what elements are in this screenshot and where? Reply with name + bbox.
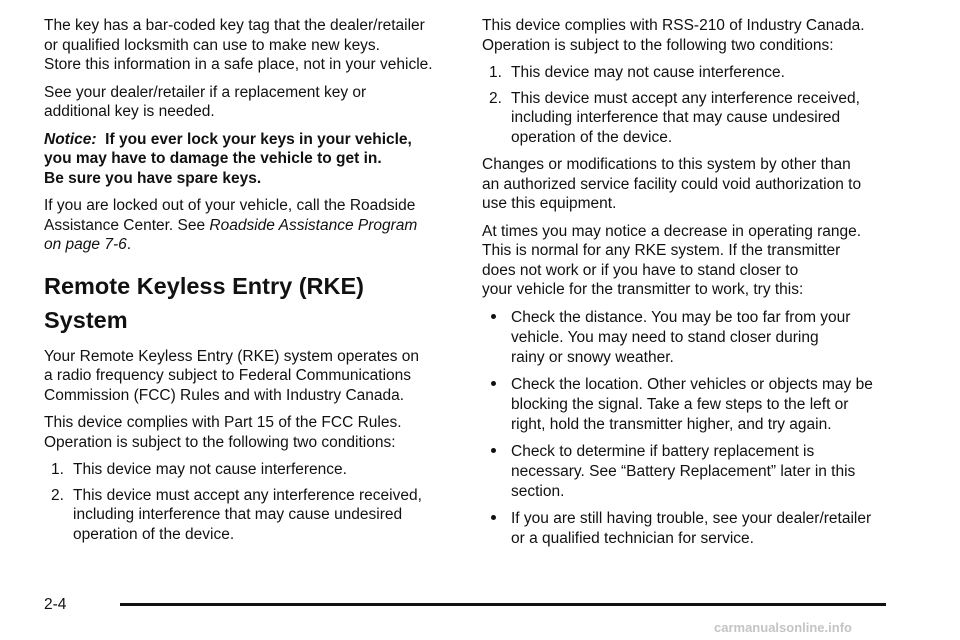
text-line: Your Remote Keyless Entry (RKE) system operates on <box>44 347 420 365</box>
left-column <box>44 16 456 552</box>
bullet-item <box>482 375 902 435</box>
text-line: See your dealer/retailer if a replacement key or <box>44 83 367 101</box>
notice-text: If you ever lock your keys in your vehicle, <box>105 130 412 148</box>
locked-out-paragraph <box>44 196 456 255</box>
watermark: carmanualsonline.info <box>714 620 852 635</box>
list-item <box>482 63 902 83</box>
bullet-icon <box>491 314 496 319</box>
section-heading <box>44 269 456 337</box>
text-line: This is normal for any RKE system. If the transmitter <box>482 242 841 259</box>
list-number: 1. <box>51 461 64 478</box>
text-line: including interference that may cause undesired <box>511 109 841 126</box>
text-line: This device must accept any interference received, <box>511 89 860 107</box>
text-line: blocking the signal. Take a few steps to the left or <box>511 395 849 413</box>
notice-label: Notice: <box>44 130 97 148</box>
rss-paragraph <box>482 16 902 55</box>
text-line: your vehicle for the transmitter to work, try this: <box>482 281 804 298</box>
troubleshooting-list <box>482 308 902 549</box>
text-line: If you are locked out of your vehicle, call the Roadside <box>44 197 416 214</box>
text-line: operation of the device. <box>511 128 673 146</box>
right-column <box>482 16 902 556</box>
text-line: This device complies with RSS-210 of Industry Canada. <box>482 17 865 34</box>
text-line: additional key is needed. <box>44 103 215 120</box>
text-line: This device complies with Part 15 of the FCC Rules. <box>44 414 402 431</box>
text-line: Store this information in a safe place, not in your vehicle. <box>44 56 433 73</box>
key-tag-paragraph <box>44 16 456 75</box>
rss-conditions-list <box>482 63 902 147</box>
text-line: This device may not cause interference. <box>73 461 347 478</box>
text-line: Operation is subject to the following two conditions: <box>44 433 396 451</box>
heading-line: Remote Keyless Entry (RKE) <box>44 272 364 299</box>
bullet-icon <box>491 381 496 386</box>
list-number: 2. <box>51 486 64 504</box>
text-line: right, hold the transmitter higher, and try again. <box>511 415 832 433</box>
bullet-item <box>482 509 902 549</box>
notice-text: Be sure you have spare keys. <box>44 169 262 187</box>
text-line: The key has a bar-coded key tag that the dealer/retailer <box>44 17 425 34</box>
text-line: Commission (FCC) Rules and with Industry Canada. <box>44 386 405 404</box>
bullet-item <box>482 442 902 502</box>
list-item <box>44 460 456 480</box>
text-line: If you are still having trouble, see your dealer/retailer <box>511 509 872 527</box>
text-line: Check the location. Other vehicles or objects may be <box>511 375 873 393</box>
footer-divider <box>120 603 886 606</box>
text-line <box>44 216 456 236</box>
text-line: At times you may notice a decrease in operating range. <box>482 222 862 240</box>
text-line: does not work or if you have to stand closer to <box>482 261 799 279</box>
text-line: section. <box>511 482 565 500</box>
text-line: This device may not cause interference. <box>511 64 785 81</box>
text-line: vehicle. You may need to stand closer during <box>511 328 819 346</box>
text-line: or a qualified technician for service. <box>511 529 754 547</box>
heading-line: System <box>44 306 128 333</box>
notice-line <box>44 130 456 150</box>
text-fragment: . <box>126 236 132 253</box>
text-line: Changes or modifications to this system by other than <box>482 156 851 173</box>
text-fragment: Assistance Center. See <box>44 216 210 234</box>
text-line: rainy or snowy weather. <box>511 348 674 366</box>
fcc-conditions-list <box>44 460 456 544</box>
bullet-item <box>482 308 902 368</box>
text-line: including interference that may cause undesired <box>73 506 403 523</box>
text-line: Check to determine if battery replacement is <box>511 442 815 460</box>
text-line: a radio frequency subject to Federal Communications <box>44 367 412 384</box>
bullet-icon <box>491 515 496 520</box>
bullet-icon <box>491 448 496 453</box>
notice-paragraph <box>44 130 456 189</box>
text-line <box>44 235 456 255</box>
operating-range-paragraph <box>482 222 902 300</box>
rke-intro-paragraph <box>44 347 456 406</box>
fcc-paragraph <box>44 413 456 452</box>
list-number: 2. <box>489 89 502 107</box>
cross-reference-link[interactable]: Roadside Assistance Program <box>209 216 418 234</box>
cross-reference-link[interactable]: on page 7-6 <box>44 236 127 253</box>
text-line: an authorized service facility could void authorization to <box>482 175 862 193</box>
text-line: operation of the device. <box>73 525 235 543</box>
page-number: 2-4 <box>44 596 67 613</box>
list-item <box>44 486 456 545</box>
text-line: Check the distance. You may be too far from your <box>511 308 851 326</box>
replacement-key-paragraph <box>44 83 456 122</box>
text-line: This device must accept any interference received, <box>73 486 422 504</box>
text-line: necessary. See “Battery Replacement” later in this <box>511 462 856 480</box>
text-line: use this equipment. <box>482 195 617 212</box>
modifications-paragraph <box>482 155 902 214</box>
text-line: Operation is subject to the following two conditions: <box>482 36 834 54</box>
list-number: 1. <box>489 64 502 81</box>
list-item <box>482 89 902 148</box>
notice-text: you may have to damage the vehicle to get in. <box>44 150 382 167</box>
text-line: or qualified locksmith can use to make new keys. <box>44 36 380 54</box>
